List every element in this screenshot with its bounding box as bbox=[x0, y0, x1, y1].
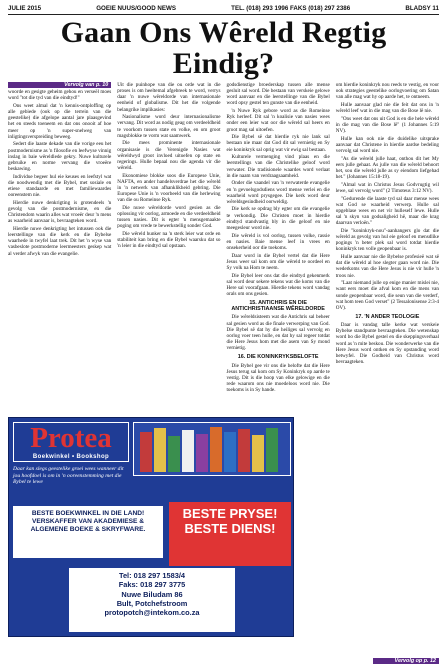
page-header bbox=[8, 5, 439, 15]
paragraph: "Ons weet dat ons uit God is en die hele wêreld in die mag van die Bose lê" (1 Johannes 5:19 NV). bbox=[335, 115, 439, 135]
paragraph: "Almal wat in Christus Jesus Godvrugtig wil lewe, sal vervolg word" (2 Timoteus 3:12 NV). bbox=[335, 181, 439, 194]
ad-price-line: BESTE DIENS! bbox=[184, 521, 276, 536]
ad-email-link[interactable]: protopotch@intekom.co.za bbox=[104, 608, 200, 618]
paragraph: Uit die puinhope van die ou orde wat in die proses is om heeltemal afgebreek te word, verrys daar 'n nuwe wêreldorde van internasionale eenheid of globalisme. Dit het die volgende belangrike implikasies: bbox=[117, 82, 221, 113]
bookshelf-illustration bbox=[133, 422, 291, 476]
column-4 bbox=[336, 82, 439, 664]
paragraph: Die nuwe wêreldorde word gesien as die oplossing vir oorlog, armoede en die verdeeldheid tussen nasies. Dit is egter 'n mensgemaakte poging om vrede te bewerkstellig sonder God. bbox=[117, 204, 221, 230]
header-page-number: BLADSY 11 bbox=[405, 5, 439, 12]
ad-contact-box bbox=[69, 568, 235, 632]
paragraph: Hierdie nuwe denkrigting het intussen ook die leerstellinge van die kerk en die Bybelse waarhede in twyfel laat trek. Dit het 'n wyse van vasbeslote postmoderne leermeesters geskep wat al verder afwyk van die evangelie. bbox=[8, 225, 112, 257]
paragraph: Die "koninkryk-nou"-aanhangers glo dat die wêreld as gevolg van hul eie geloof en mensdlike pogings 'n beter plek sal word totdat hierdie koninkryk ten volle geopenbaar is. bbox=[335, 227, 439, 253]
ad-price-badge bbox=[169, 502, 291, 566]
ad-headline bbox=[13, 506, 163, 558]
protea-bookshop-advert[interactable] bbox=[8, 417, 294, 637]
ad-headline-line: BESTE BOEKWINKEL IN DIE LAND! bbox=[31, 510, 145, 517]
paragraph: Hierdie nuwe denkrigting is grotendeels 'n gevolg van die postmodernisme, en die Christendom waarin alles wat vroeër deur 'n mens as waarheid aanvaar is, bevraagteken word. bbox=[8, 199, 112, 225]
paragraph: 'n Nuwe Ryk gebore word as die Romeinse Ryk herleef. Dit sal 'n koalisie van nasies wees onder een leier wat oor die wêreld sal heers en groot mag sal uitoefen. bbox=[226, 108, 330, 133]
section-heading-17: 17. 'N ANDER TEOLOGIE bbox=[355, 313, 420, 320]
ad-headline-line: VERSKAFFER VAN AKADEMIESE & bbox=[31, 518, 145, 526]
paragraph: Ekonomiese blokke soos die Europese Unie, NAFTA, en ander handelsverdrae het die wêreld in 'n netwerk van afhanklikheid gebring. Die Europese Unie is 'n voorbeeld van die herlewing van die ou Romeinse Ryk. bbox=[117, 172, 221, 204]
column-1-text bbox=[8, 89, 111, 257]
ad-fax: Faks: 018 297 3775 bbox=[118, 580, 186, 590]
ad-headline-line: ALGEMENE BOEKE & SKRYFWARE. bbox=[30, 526, 146, 534]
ad-address-town: Bult, Potchefstroom bbox=[116, 598, 188, 608]
paragraph: Die wêreldsisteem wat die Antichris sal beheer sal gesien word as die finale verwerping van God. Die Bybel sê dat hy die heiliges sal vervolg en oorlog voer teen hulle, en dat hy sal regeer totdat die Here Jesus hom met die asem van Sy mond vernietig. bbox=[226, 314, 330, 352]
header-title: GOEIE NUUS/GOOD NEWS bbox=[96, 5, 176, 12]
ad-phone: Tel: 018 297 1583/4 bbox=[118, 571, 186, 580]
header-phone: TEL. (018) 293 1996 FAKS (018) 297 2386 bbox=[231, 5, 351, 12]
paragraph: "Gedurende die laaste tyd sal daar mense wees wat God se waarheid verwerp. Hulle sal opgeblase wees en net vir hulleself lewe. Hulle sal 'n skyn van godsaligheid hê, maar die krag daarvan verloën." bbox=[335, 195, 439, 227]
header-date: JULIE 2015 bbox=[8, 5, 42, 12]
paragraph: Nasionalisme word deur internasionalisme vervang. Dit word as nodig geag om verdeeldheid te voorkom tussen state en volke, en om groot magsblokke te vorm wat saamwerk. bbox=[117, 114, 221, 139]
paragraph: Kulturele vermenging vind plaas en die leerstellings van die Christelike geloof word verwater. Die tradisionele waardes word verlaat in die naam van verdraagsaamheid. bbox=[226, 154, 330, 179]
paragraph: Die kerk se opdrag bly egter om die evangelie te verkondig. Die Christen moet in hierdie eindtyd standvastig bly in die geloof en nie meegesleur word nie. bbox=[226, 206, 330, 231]
ad-slogan: Daar kan slegs geestelike groei wees wanneer dit jou hoofdoel is om in 'n ooreenstemming met die Bybel te lewe bbox=[13, 466, 124, 485]
paragraph: Die wêreld hunker na 'n sterk leier wat orde en stabiliteit kan bring en die Bybel waarsku dat so 'n leier in die eindtyd sal opstaan. bbox=[117, 231, 221, 250]
paragraph: om hierdie koninkryk nou reeds te vestig, en voor ook strategies geestelike oorlogvoering om Satan van alle mag wat hy op aarde het, te ontneem. bbox=[335, 82, 439, 101]
paragraph: Die Bybel leer ons dat die eindtyd gekenmerk sal word deur sekere tekens wat die koms van die Here sal voorafgaan. Hierdie tekens word vandag orals om ons gesien. bbox=[226, 272, 330, 297]
paragraph: Ons weet almal dat 'n kennis-ontploffing op alle gebiede (ook op die terrein van die geestelike) die afgelope aantal jare plaasgevind het en steeds toeneem en dat ons onooit af hoe meer op 'n super-snelweg van inligtingsverspreiding beweeg. bbox=[8, 102, 112, 140]
paragraph: Individue begeer hul eie keuses en leefstyl wat die noodwendig met die Bybel, met sosiale en etiese standaarde en met familiewaardes ooreenstem nie. bbox=[8, 173, 112, 199]
ad-price-line: BESTE PRYSE! bbox=[182, 506, 278, 521]
paragraph: Die Bybel sê dat hierdie ryk nie lank sal bestaan nie maar dat God dit sal vernietig en Sy eie koninkryk sal oprig wat vir ewig sal bestaan. bbox=[226, 134, 330, 153]
protea-logo bbox=[13, 422, 129, 462]
paragraph: Daar word in die Bybel vertel dat die Here Jesus weer sal kom om die wêreld te oordeel en Sy volk na Hom te neem. bbox=[226, 252, 330, 271]
paragraph: Die mees prominente internasionale organisasie is die Verenigde Nasies wat wêreldwyd groot invloed uitoefen op state en regerings. Hulle bepaal nou die agenda vir die wêreld. bbox=[117, 140, 221, 172]
section-heading-16: 16. DIE KONINKRYKSBELOFTE bbox=[237, 354, 319, 361]
article-headline: Gaan Ons Wêreld Regtig Eindig? bbox=[60, 16, 387, 80]
continued-on-label[interactable]: Vervolg op p. 12 bbox=[373, 658, 439, 664]
paragraph: Daar is vandag talle kerke wat verskeie Bybelse standpunte bevraagteken. Die wetenskap word bo die Bybel gestel en die skeppingsverhaal word as 'n mite beskou. Die wonderwerke van die Here Jesus word ontken en Sy opstanding word betwyfel. Die Godheid van Christus word bevraagteken. bbox=[335, 322, 439, 366]
paragraph: Sedert die laaste dekade van die vorige eeu het postmodernisme as 'n filosofie en leefwyse vinnig inslag in baie wêreldlede gekry. Nuwe kulturele gebruike en norme vervang die vroeëre beskawing. bbox=[8, 141, 112, 173]
paragraph: Die Bybel gee vir ons die belofte dat die Here Jesus terug sal kom om Sy Koninkryk op aarde te vestig. Dit is die hoop van elke gelowige en die rede waarom ons nie moedeloos word nie. Die toekoms is in Sy hande. bbox=[226, 362, 330, 394]
paragraph: Hulle aanvaar nie die Bybelse profesieë wat sê dat die wêreld al hoe slegter gaan word nie. Die wederkoms van die Here Jesus is nie vir hulle 'n troos nie. bbox=[335, 254, 439, 279]
section-heading-15: 15. ANTICHRIS EN DIE ANTICHRISTIAANSE WÊRELDORDE bbox=[231, 300, 325, 313]
paragraph: Onder die vaandel van 'n verwaterde evangelie en 'n gevoelsgodsdiens word mense verlei en die waarheid word prysgegee. Die kerk word deur wêreldsgesindheid oorweldig. bbox=[226, 180, 330, 205]
paragraph: Die wêreld is vol oorlog, tussen volke, rassie en nasies. Baie mense leef in vrees en onsekerheid oor die toekoms. bbox=[226, 232, 330, 251]
paragraph: "Laat niemand julle op enige manier mislei nie, want eers moet die afval kom en die mens van sonde geopenbaar word, die seun van die verderf, wat hom teen God verset" (2 Tessalonisense 2:3-4 OV). bbox=[335, 280, 439, 311]
paragraph: "As die wêreld julle haat, onthou dit het My eers julle gehaat. As julle van die wêreld behoort het, sou die wêreld julle as sy eiendom liefgehad het." (Johannes 15:18-19). bbox=[335, 155, 439, 181]
paragraph: Hulle kan ook nie die duidelike uitsprake aanvaar dat Christene in hierdie aardse bedeling vervolg sal word nie. bbox=[335, 135, 439, 155]
protea-brand-name: Protea bbox=[30, 422, 112, 454]
continued-from-label[interactable]: Vervolg van p. 10 bbox=[8, 82, 111, 88]
ad-address-street: Nuwe Biludam 86 bbox=[121, 589, 183, 599]
paragraph: godsdienstige broederskap tussen alle mense gesluit sal word. Die bestaan van verskeie gelowe word aanvaar en die leerstellinge van die Bybel word opsy gestel ten gunste van die eenheid. bbox=[226, 82, 330, 107]
protea-brand-subtitle: Boekwinkel • Bookshop bbox=[32, 454, 110, 460]
paragraph: Hulle aanvaar glad nie die feit dat ons in 'n wêreld leef wat in die mag van die Bose lê nie. bbox=[335, 101, 439, 115]
paragraph: woorde en gesigte geheim gehou en verseël moes word "tot die tyd van die eindtyd!" bbox=[8, 89, 112, 102]
